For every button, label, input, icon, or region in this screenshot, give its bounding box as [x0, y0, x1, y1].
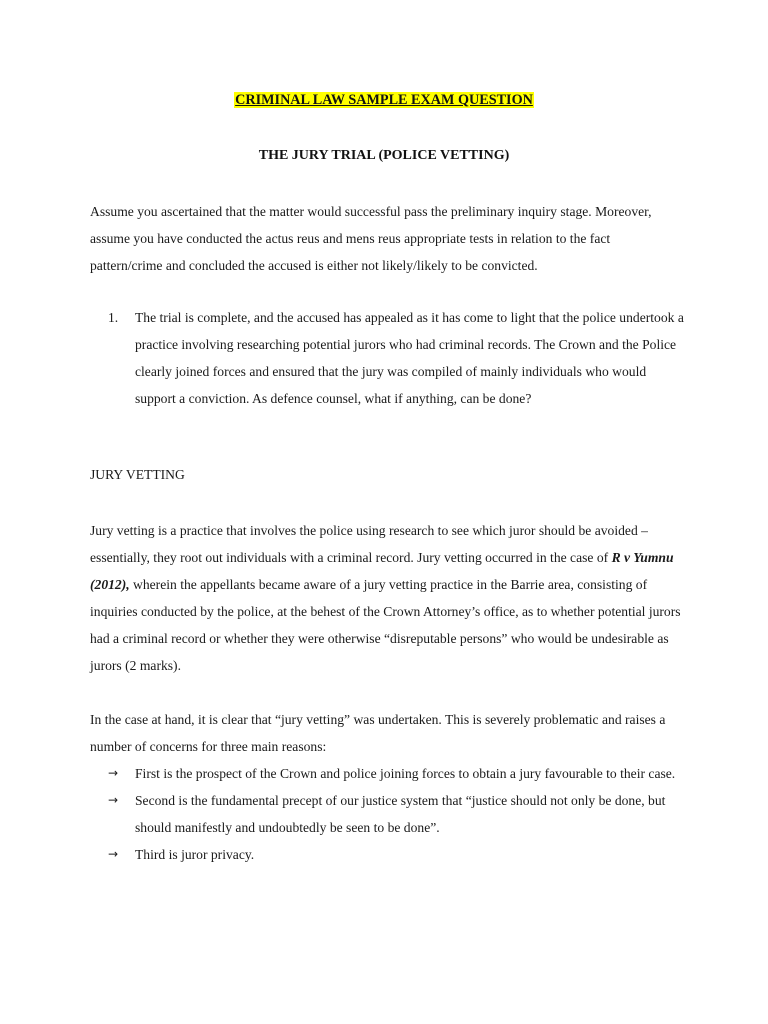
- title-block: [0, 92, 768, 109]
- vetting-text-before: Jury vetting is a practice that involves the police using research to see which juror should be avoided – essentially, they root out individuals with a criminal record. Jury vetting occurred in the case of: [90, 523, 648, 565]
- reasons-list: [108, 760, 688, 868]
- analysis-paragraph: In the case at hand, it is clear that “jury vetting” was undertaken. This is severely problematic and raises a number of concerns for three main reasons:: [90, 712, 666, 754]
- reason-text: Third is juror privacy.: [135, 847, 255, 862]
- intro-paragraph: Assume you ascertained that the matter would successful pass the preliminary inquiry stage. Moreover, assume you have conducted the actus reus and mens reus appropriate tests in relation to the fact pattern/crime and concluded the accused is either not likely/likely to be convicted.: [90, 204, 652, 273]
- list-item: [108, 787, 688, 841]
- case-citation: R v Yumnu (2012),: [90, 550, 674, 592]
- reason-text: First is the prospect of the Crown and police joining forces to obtain a jury favourable to their case.: [135, 766, 676, 781]
- reason-text: Second is the fundamental precept of our justice system that “justice should not only be done, but should manifestly and undoubtedly be seen to be done”.: [135, 793, 666, 835]
- right-arrow-icon: →: [108, 847, 119, 861]
- right-arrow-icon: →: [108, 793, 119, 807]
- vetting-text-after: wherein the appellants became aware of a jury vetting practice in the Barrie area, consisting of inquiries conducted by the police, at the behest of the Crown Attorney’s office, as to whether potential jurors had a criminal record or whether they were otherwise “disreputable persons” who would be undesirable as jurors (2 marks).: [90, 577, 681, 673]
- vetting-paragraph: [90, 517, 685, 679]
- question-item: [108, 304, 688, 412]
- document-title: CRIMINAL LAW SAMPLE EXAM QUESTION: [235, 92, 533, 108]
- question-text: The trial is complete, and the accused has appealed as it has come to light that the police undertook a practice involving researching potential jurors who had criminal records. The Crown and the Police clearly joined forces and ensured that the jury was compiled of mainly individuals who would support a conviction. As defence counsel, what if anything, can be done?: [135, 310, 684, 406]
- list-item: [108, 760, 688, 787]
- question-number: 1.: [108, 310, 119, 325]
- list-item: [108, 841, 688, 868]
- document-subtitle: THE JURY TRIAL (POLICE VETTING): [258, 148, 510, 163]
- section-title: JURY VETTING: [90, 467, 185, 482]
- right-arrow-icon: →: [108, 766, 119, 780]
